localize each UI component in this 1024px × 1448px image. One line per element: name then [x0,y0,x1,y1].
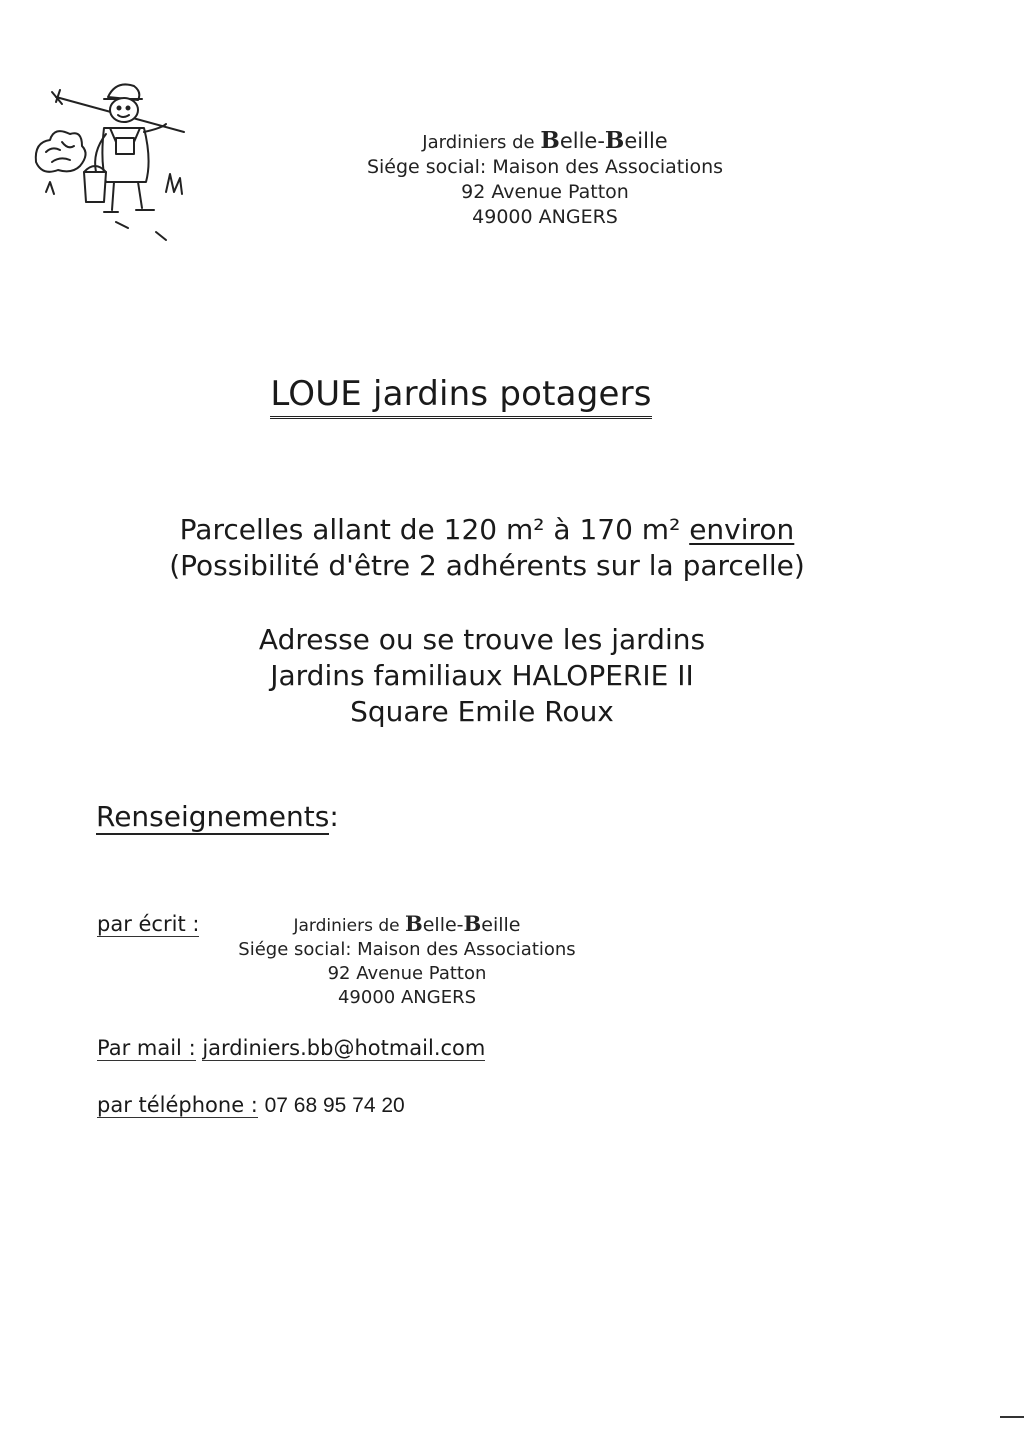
renseignements-heading [96,800,339,833]
written-org-prefix: Jardiniers de [293,916,400,936]
written-org-street: 92 Avenue Patton [327,963,487,984]
gardener-icon [16,42,216,242]
location-line-3: Square Emile Roux [350,695,614,728]
written-org-initial-b1: B [404,911,423,936]
parcels-size: Parcelles allant de 120 m² à 170 m² [179,513,681,546]
header-address [360,128,730,230]
location-line-1: Adresse ou se trouve les jardins [258,623,706,656]
written-label-text: par écrit : [97,912,200,936]
org-prefix: Jardiniers de [422,132,535,153]
parcels-line-1 [0,512,974,548]
mail-label: Par mail : [97,1036,196,1060]
scan-corner-mark [1000,1416,1024,1418]
phone-label: par téléphone : [97,1093,258,1117]
written-org-initial-b2: B [463,911,482,936]
written-org-part-eille: eille [481,914,521,936]
location-line-2: Jardins familiaux HALOPERIE II [270,659,694,692]
written-org-name [222,912,592,938]
org-initial-b2: B [604,127,625,154]
org-seat: Siége social: Maison des Associations [366,156,724,178]
written-org-seat: Siége social: Maison des Associations [238,939,576,960]
written-org-city: 49000 ANGERS [337,987,476,1008]
org-part-elle: elle- [559,129,605,153]
phone-number: 07 68 95 74 20 [264,1094,405,1117]
parcels-approx: environ [689,513,795,546]
page-title [0,374,922,414]
gardener-logo [16,42,216,242]
org-initial-b1: B [540,127,560,154]
renseignements-label: Renseignements [96,800,330,833]
renseignements-colon: : [329,800,339,833]
org-part-eille: eille [624,129,668,153]
org-city: 49000 ANGERS [472,206,618,228]
parcels-line-2: (Possibilité d'être 2 adhérents sur la parcelle) [169,549,805,582]
written-org-part-elle: elle- [422,914,464,936]
contact-phone [97,1093,405,1118]
written-address [222,912,592,1010]
garden-location [0,622,964,730]
org-name [360,128,730,155]
parcels-info [0,512,974,584]
contact-mail [97,1036,485,1060]
org-street: 92 Avenue Patton [461,181,629,203]
mail-address-link[interactable]: jardiniers.bb@hotmail.com [202,1036,486,1060]
page-title-text: LOUE jardins potagers [270,374,651,419]
contact-written-label [97,912,199,936]
